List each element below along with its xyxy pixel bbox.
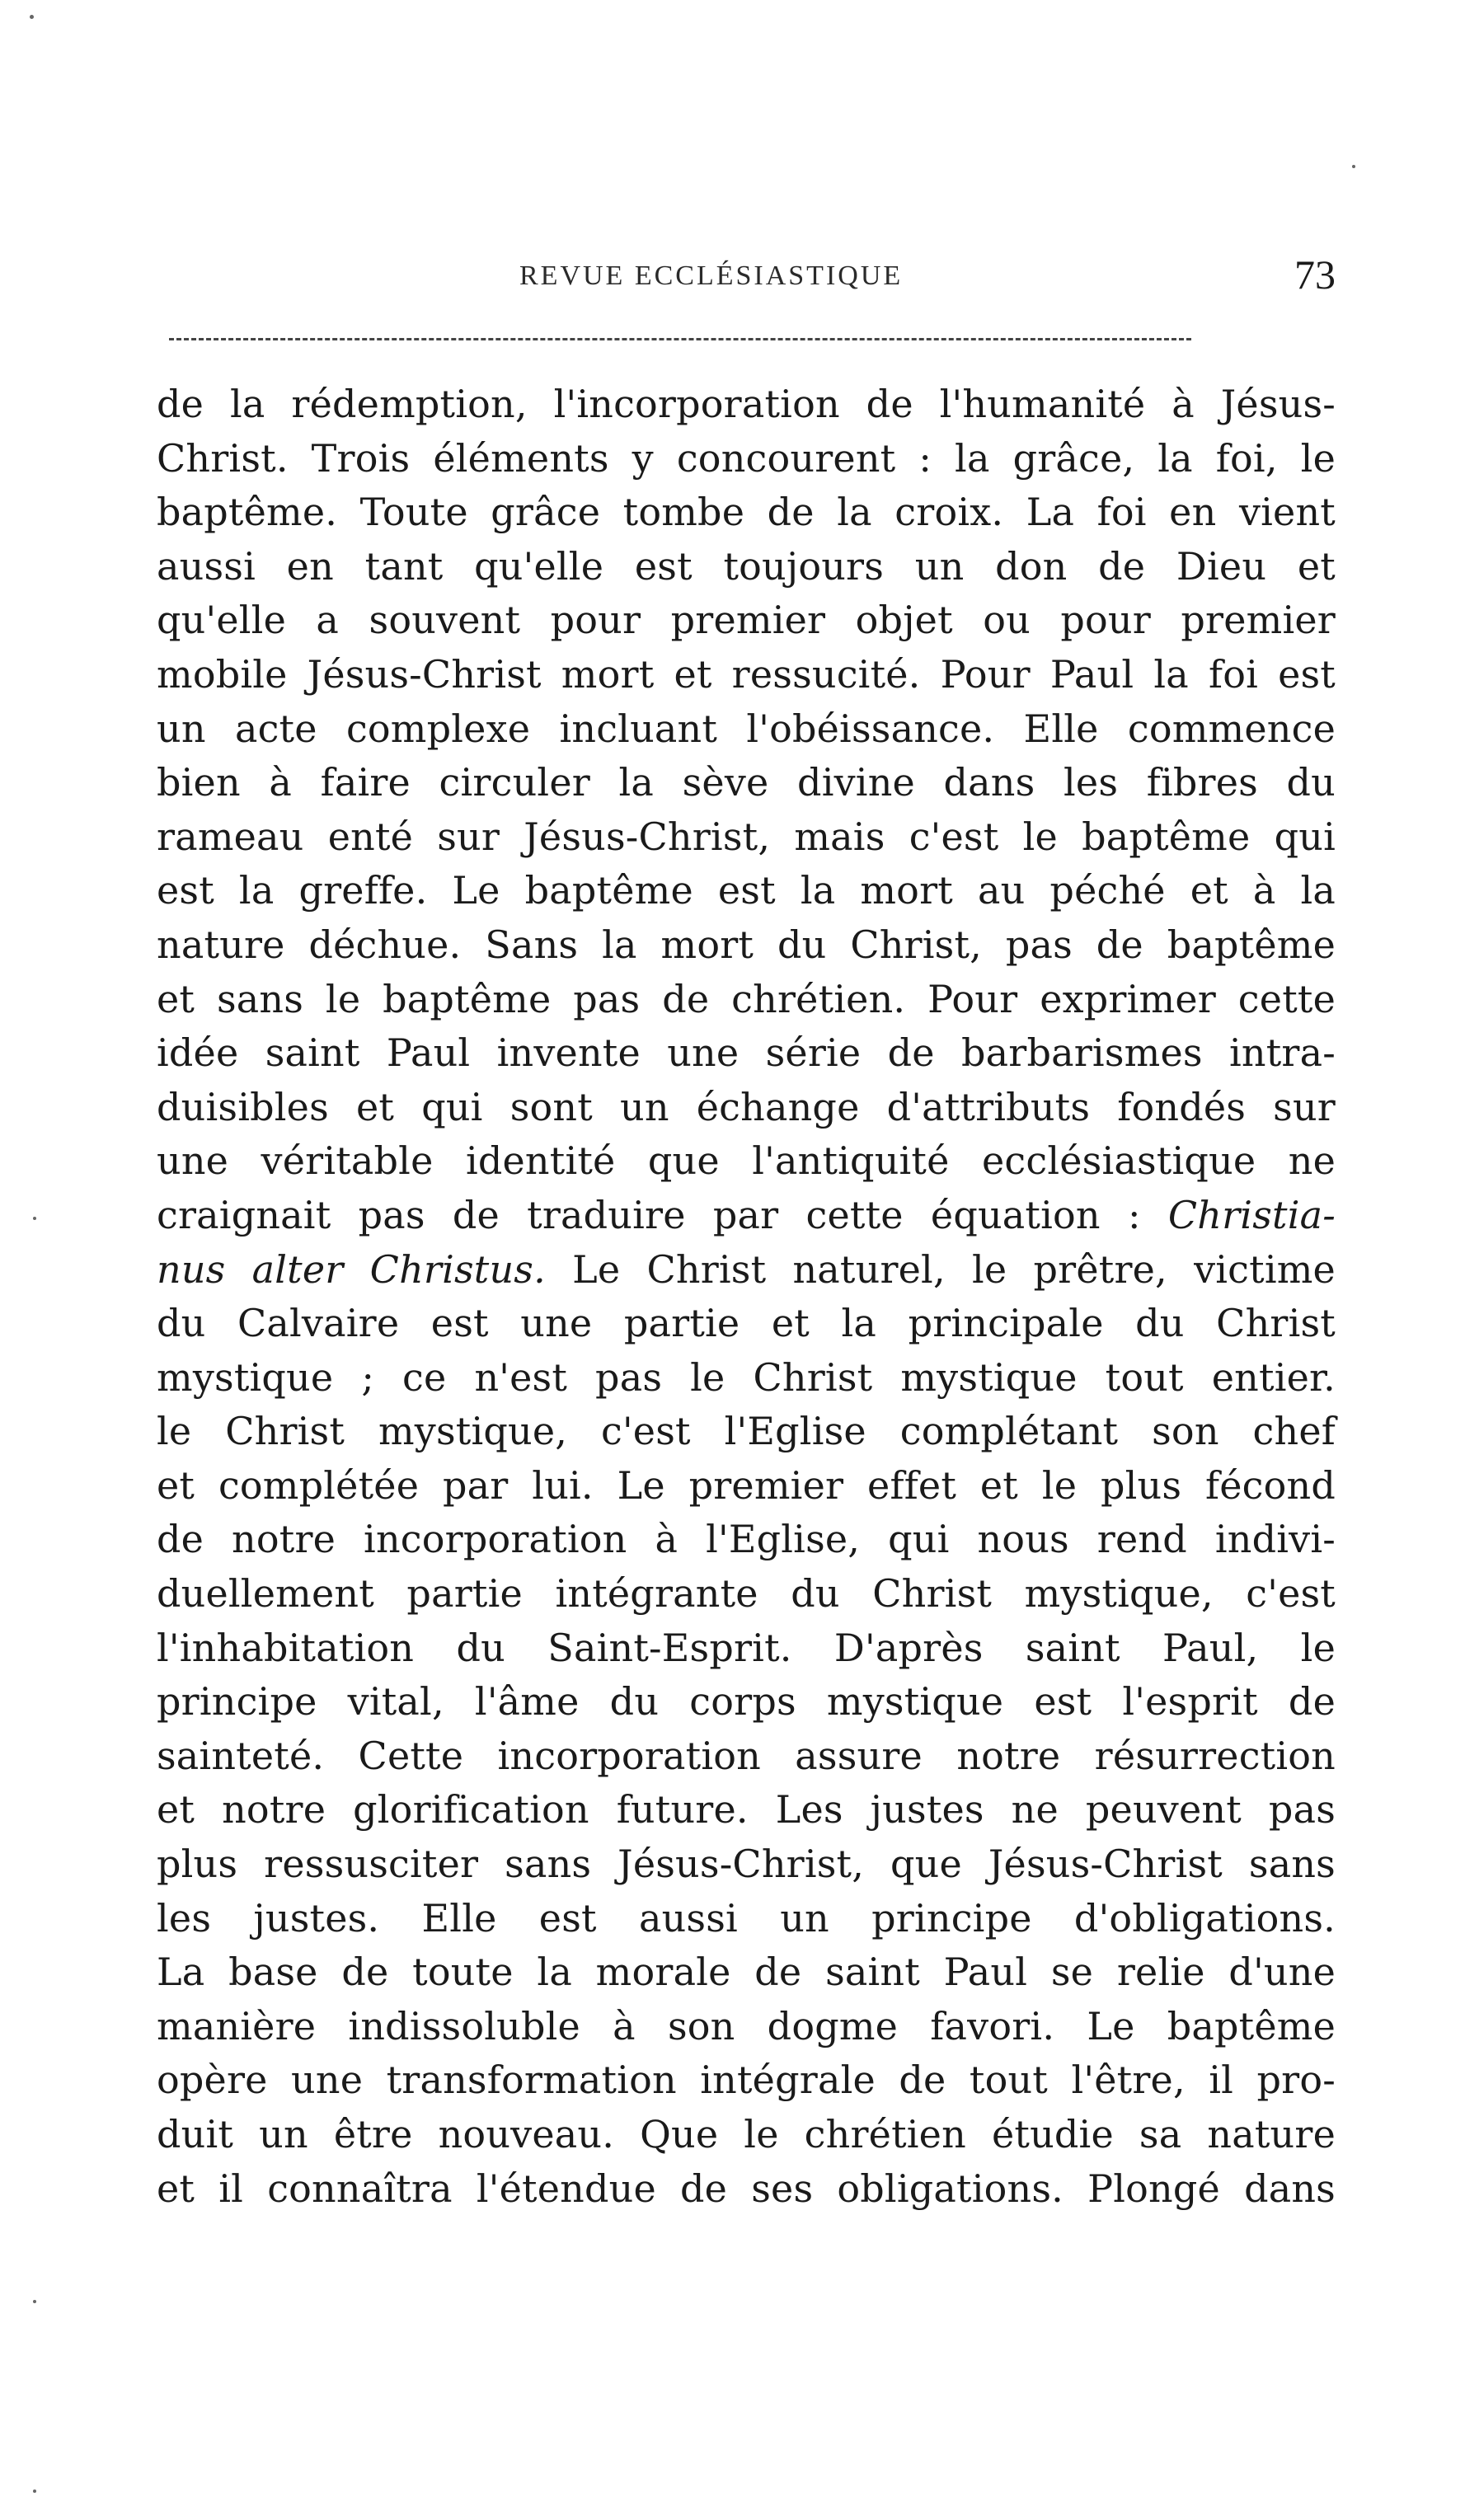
page-number: 73	[1294, 251, 1336, 298]
text-line: l'inhabitation du Saint-Esprit. D'après saint Paul, le	[157, 1625, 1336, 1670]
text-line: bien à faire circuler la sève divine dans les fibres du	[157, 760, 1336, 805]
text-line: est la greffe. Le baptême est la mort au péché et à la	[157, 868, 1336, 913]
text-segment: Le Christ naturel, le prêtre, victime	[572, 1246, 1336, 1292]
running-head	[157, 246, 1336, 303]
text-line: rameau enté sur Jésus-Christ, mais c'est le baptême qui	[157, 814, 1336, 859]
text-line: duisibles et qui sont un échange d'attributs fondés sur	[157, 1084, 1336, 1129]
scan-speck	[33, 1217, 36, 1220]
running-title: REVUE ECCLÉSIASTIQUE	[519, 260, 904, 291]
text-line: et complétée par lui. Le premier effet et le plus fécond	[157, 1462, 1336, 1508]
text-line: une véritable identité que l'antiquité ecclésiastique ne	[157, 1138, 1336, 1184]
text-line: mystique ; ce n'est pas le Christ mystique tout entier.	[157, 1354, 1336, 1400]
text-line: aussi en tant qu'elle est toujours un don de Dieu et	[157, 543, 1336, 589]
header-rule	[169, 338, 1191, 340]
text-line: mobile Jésus-Christ mort et ressucité. Pour Paul la foi est	[157, 651, 1336, 697]
text-line: et il connaîtra l'étendue de ses obligations. Plongé dans	[157, 2166, 1336, 2211]
text-line: sainteté. Cette incorporation assure notre résurrection	[157, 1733, 1336, 1778]
text-line: idée saint Paul invente une série de barbarismes intra-	[157, 1030, 1336, 1076]
text-line: principe vital, l'âme du corps mystique est l'esprit de	[157, 1679, 1336, 1725]
text-line: nature déchue. Sans la mort du Christ, pas de baptême	[157, 922, 1336, 967]
text-line: opère une transformation intégrale de tout l'être, il pro-	[157, 2058, 1336, 2103]
text-line: et sans le baptême pas de chrétien. Pour exprimer cette	[157, 976, 1336, 1021]
text-line: baptême. Toute grâce tombe de la croix. La foi en vient	[157, 490, 1336, 535]
text-line: un acte complexe incluant l'obéissance. Elle commence	[157, 706, 1336, 751]
text-line-with-italic	[157, 1243, 1336, 1298]
body-text	[157, 378, 1336, 2216]
text-line: Christ. Trois éléments y concourent : la grâce, la foi, le	[157, 435, 1336, 481]
text-line: duit un être nouveau. Que le chrétien étudie sa nature	[157, 2112, 1336, 2156]
text-line-with-italic	[157, 1189, 1336, 1243]
text-line: duellement partie intégrante du Christ mystique, c'est	[157, 1571, 1336, 1617]
text-line: de notre incorporation à l'Eglise, qui nous rend indivi-	[157, 1517, 1336, 1562]
scan-speck	[1352, 165, 1355, 168]
scan-speck	[30, 15, 34, 19]
text-line: qu'elle a souvent pour premier objet ou pour premier	[157, 598, 1336, 643]
text-segment: craignait pas de traduire par cette équation :	[157, 1192, 1141, 1237]
italic-phrase: nus alter Christus.	[157, 1246, 546, 1292]
text-line: et notre glorification future. Les justes ne peuvent pas	[157, 1787, 1336, 1833]
text-line: les justes. Elle est aussi un principe d'obligations.	[157, 1895, 1336, 1940]
text-line: plus ressusciter sans Jésus-Christ, que Jésus-Christ sans	[157, 1842, 1336, 1887]
text-line: du Calvaire est une partie et la principale du Christ	[157, 1301, 1336, 1346]
italic-phrase: Christia-	[1167, 1192, 1336, 1237]
scan-speck	[33, 2300, 36, 2303]
text-line: manière indissoluble à son dogme favori. Le baptême	[157, 2003, 1336, 2048]
text-line: le Christ mystique, c'est l'Eglise complétant son chef	[157, 1409, 1336, 1454]
scan-speck	[33, 2489, 36, 2493]
text-line: La base de toute la morale de saint Paul se relie d'une	[157, 1950, 1336, 1995]
text-line: de la rédemption, l'incorporation de l'humanité à Jésus-	[157, 382, 1336, 426]
